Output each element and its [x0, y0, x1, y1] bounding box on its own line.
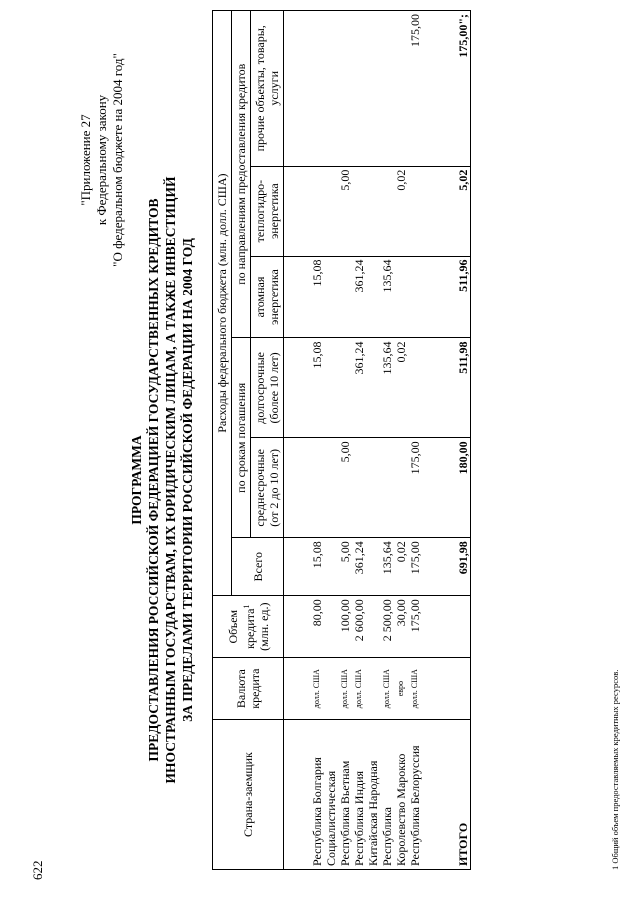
cell-long-term: 15,08 [310, 338, 324, 438]
cell-hydro [380, 166, 394, 256]
cell-other [380, 11, 394, 167]
appendix-reference [78, 30, 126, 290]
appendix-line-2: к Федеральному закону [94, 94, 109, 226]
cell-medium-term [310, 438, 324, 538]
cell-volume: 30,00 [394, 596, 408, 658]
cell-total [366, 538, 380, 596]
cell-total: 0,02 [394, 538, 408, 596]
header-volume-label: Объем кредита [225, 608, 257, 649]
cell-volume: 80,00 [310, 596, 324, 658]
cell-hydro: 0,02 [394, 166, 408, 256]
cell-other [324, 11, 338, 167]
header-long-term: долгосрочные (более 10 лет) [251, 338, 284, 438]
cell-hydro [366, 166, 380, 256]
cell-country: Республика Болгария [310, 720, 324, 870]
cell-long-term [324, 338, 338, 438]
cell-long-term [338, 338, 352, 438]
cell-total: 15,08 [310, 538, 324, 596]
cell-country: Республика Индия [352, 720, 366, 870]
table-row [324, 11, 338, 870]
footnote [610, 670, 620, 870]
cell-currency: долл. США [380, 658, 394, 720]
header-volume-footnote-mark: 1 [241, 604, 251, 609]
cell-nuclear [324, 256, 338, 338]
cell-nuclear: 15,08 [310, 256, 324, 338]
total-other: 175,00"; [448, 11, 471, 167]
cell-nuclear: 361,24 [352, 256, 366, 338]
spacer-row [284, 11, 311, 870]
cell-total: 135,64 [380, 538, 394, 596]
table-row [380, 11, 394, 870]
cell-long-term: 0,02 [394, 338, 408, 438]
header-expenses: Расходы федерального бюджета (млн. долл. США) [213, 11, 232, 596]
credit-table [212, 10, 471, 870]
cell-volume: 2 600,00 [352, 596, 366, 658]
cell-total [324, 538, 338, 596]
title-line-4: ЗА ПРЕДЕЛАМИ ТЕРРИТОРИИ РОССИЙСКОЙ ФЕДЕРАЦИИ НА 2004 ГОД [180, 238, 195, 722]
cell-currency: долл. США [352, 658, 366, 720]
cell-currency: долл. США [338, 658, 352, 720]
table-row [352, 11, 366, 870]
cell-country: Социалистическая [324, 720, 338, 870]
cell-long-term [408, 338, 422, 438]
footnote-text: Общий объем предоставляемых кредитных ресурсов. [610, 669, 620, 864]
header-medium-term: среднесрочные (от 2 до 10 лет) [251, 438, 284, 538]
header-hydro: теплогидро-энергетика [251, 166, 284, 256]
title-line-3: ИНОСТРАННЫМ ГОСУДАРСТВАМ, ИХ ЮРИДИЧЕСКИМ ЛИЦАМ, А ТАКЖЕ ИНВЕСТИЦИЙ [163, 176, 178, 784]
cell-medium-term: 175,00 [408, 438, 422, 538]
cell-currency [366, 658, 380, 720]
cell-currency: долл. США [408, 658, 422, 720]
cell-other [338, 11, 352, 167]
appendix-line-3: "О федеральном бюджете на 2004 год" [110, 53, 125, 267]
header-total: Всего [232, 538, 284, 596]
cell-total: 361,24 [352, 538, 366, 596]
cell-currency: долл. США [310, 658, 324, 720]
page-number: 622 [30, 860, 45, 880]
table-row [310, 11, 324, 870]
cell-currency: евро [394, 658, 408, 720]
total-hydro: 5,02 [448, 166, 471, 256]
total-nuclear: 511,96 [448, 256, 471, 338]
cell-country: Республика Вьетнам [338, 720, 352, 870]
table-row [338, 11, 352, 870]
header-country: Страна-заемщик [213, 720, 284, 870]
cell-country: Королевство Марокко [394, 720, 408, 870]
total-label: ИТОГО [448, 720, 471, 870]
total-medium-term: 180,00 [448, 438, 471, 538]
cell-other [394, 11, 408, 167]
header-currency: Валюта кредита [213, 658, 284, 720]
cell-country: Китайская Народная [366, 720, 380, 870]
cell-hydro: 5,00 [338, 166, 352, 256]
table-row [394, 11, 408, 870]
total-sum: 691,98 [448, 538, 471, 596]
cell-total: 175,00 [408, 538, 422, 596]
cell-other: 175,00 [408, 11, 422, 167]
title-line-1: ПРОГРАММА [129, 435, 144, 525]
cell-other [310, 11, 324, 167]
title-line-2: ПРЕДОСТАВЛЕНИЯ РОССИЙСКОЙ ФЕДЕРАЦИЕЙ ГОСУДАРСТВЕННЫХ КРЕДИТОВ [146, 198, 161, 762]
total-volume [448, 596, 471, 658]
cell-nuclear [394, 256, 408, 338]
footnote-mark: 1 [610, 865, 620, 870]
cell-hydro [310, 166, 324, 256]
cell-volume: 2 500,00 [380, 596, 394, 658]
cell-long-term: 135,64 [380, 338, 394, 438]
header-volume-unit: (млн. ед.) [256, 602, 271, 651]
header-other: прочие объекты, товары, услуги [251, 11, 284, 167]
cell-medium-term [380, 438, 394, 538]
cell-currency [324, 658, 338, 720]
document-title [128, 120, 196, 840]
cell-country: Республика [380, 720, 394, 870]
cell-other [352, 11, 366, 167]
cell-nuclear: 135,64 [380, 256, 394, 338]
cell-medium-term [366, 438, 380, 538]
cell-nuclear [408, 256, 422, 338]
total-currency [448, 658, 471, 720]
table-row [366, 11, 380, 870]
cell-hydro [324, 166, 338, 256]
cell-other [366, 11, 380, 167]
cell-long-term: 361,24 [352, 338, 366, 438]
cell-total: 5,00 [338, 538, 352, 596]
table-row [408, 11, 422, 870]
appendix-line-1: "Приложение 27 [78, 114, 93, 206]
cell-hydro [352, 166, 366, 256]
header-nuclear: атомная энергетика [251, 256, 284, 338]
header-volume [213, 596, 284, 658]
total-long-term: 511,98 [448, 338, 471, 438]
cell-volume [366, 596, 380, 658]
cell-medium-term [352, 438, 366, 538]
cell-nuclear [338, 256, 352, 338]
cell-long-term [366, 338, 380, 438]
spacer-row [422, 11, 448, 870]
header-by-term: по срокам погашения [232, 338, 251, 538]
cell-country: Республика Белоруссия [408, 720, 422, 870]
cell-volume: 175,00 [408, 596, 422, 658]
cell-medium-term [324, 438, 338, 538]
cell-nuclear [366, 256, 380, 338]
cell-volume [324, 596, 338, 658]
total-row [448, 11, 471, 870]
cell-volume: 100,00 [338, 596, 352, 658]
header-by-direction: по направлениям предоставления кредитов [232, 11, 251, 338]
cell-medium-term: 5,00 [338, 438, 352, 538]
cell-medium-term [394, 438, 408, 538]
cell-hydro [408, 166, 422, 256]
